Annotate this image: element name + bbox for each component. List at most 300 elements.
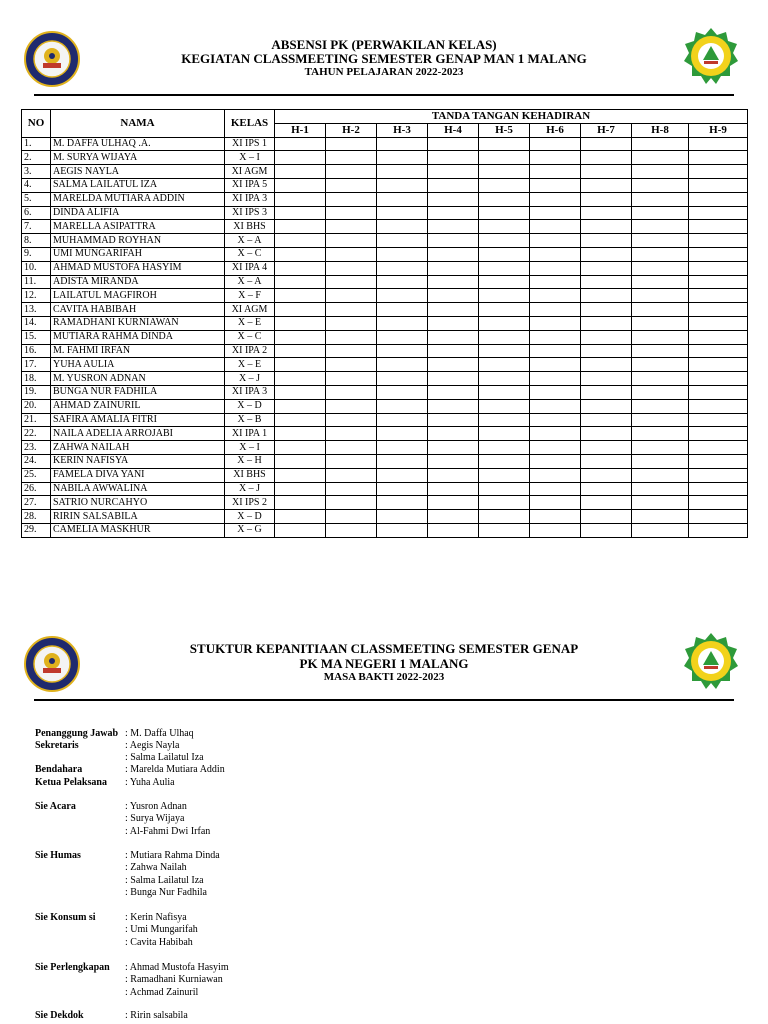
- signature-cell[interactable]: [581, 330, 632, 344]
- signature-cell[interactable]: [530, 289, 581, 303]
- signature-cell[interactable]: [581, 192, 632, 206]
- signature-cell[interactable]: [326, 468, 377, 482]
- signature-cell[interactable]: [428, 344, 479, 358]
- signature-cell[interactable]: [326, 441, 377, 455]
- signature-cell[interactable]: [632, 523, 689, 537]
- signature-cell[interactable]: [377, 427, 428, 441]
- signature-cell[interactable]: [326, 220, 377, 234]
- signature-cell[interactable]: [275, 275, 326, 289]
- signature-cell[interactable]: [275, 427, 326, 441]
- signature-cell[interactable]: [326, 510, 377, 524]
- signature-cell[interactable]: [581, 261, 632, 275]
- cell-kelas: X – I: [225, 151, 275, 165]
- signature-cell[interactable]: [689, 234, 748, 248]
- table-row: [22, 261, 748, 275]
- signature-cell[interactable]: [581, 220, 632, 234]
- signature-cell[interactable]: [581, 151, 632, 165]
- signature-cell[interactable]: [689, 275, 748, 289]
- signature-cell[interactable]: [530, 399, 581, 413]
- table-row: [22, 413, 748, 427]
- signature-cell[interactable]: [479, 385, 530, 399]
- signature-cell[interactable]: [581, 496, 632, 510]
- signature-cell[interactable]: [530, 330, 581, 344]
- signature-cell[interactable]: [530, 261, 581, 275]
- signature-cell[interactable]: [275, 372, 326, 386]
- signature-cell[interactable]: [530, 441, 581, 455]
- signature-cell[interactable]: [479, 192, 530, 206]
- signature-cell[interactable]: [377, 247, 428, 261]
- signature-cell[interactable]: [530, 482, 581, 496]
- signature-cell[interactable]: [689, 303, 748, 317]
- signature-cell[interactable]: [428, 234, 479, 248]
- col-header-day: H-5: [479, 123, 530, 137]
- signature-cell[interactable]: [479, 151, 530, 165]
- signature-cell[interactable]: [326, 151, 377, 165]
- signature-cell[interactable]: [632, 192, 689, 206]
- signature-cell[interactable]: [581, 275, 632, 289]
- role-member: : Mutiara Rahma Dinda: [125, 850, 220, 861]
- signature-cell[interactable]: [689, 510, 748, 524]
- signature-cell[interactable]: [479, 206, 530, 220]
- signature-cell[interactable]: [581, 289, 632, 303]
- signature-cell[interactable]: [479, 413, 530, 427]
- signature-cell[interactable]: [428, 330, 479, 344]
- signature-cell[interactable]: [689, 523, 748, 537]
- signature-cell[interactable]: [479, 523, 530, 537]
- signature-cell[interactable]: [275, 523, 326, 537]
- cell-kelas: XI AGM: [225, 303, 275, 317]
- signature-cell[interactable]: [530, 192, 581, 206]
- signature-cell[interactable]: [275, 303, 326, 317]
- signature-cell[interactable]: [275, 206, 326, 220]
- signature-cell[interactable]: [275, 344, 326, 358]
- signature-cell[interactable]: [632, 220, 689, 234]
- signature-cell[interactable]: [581, 137, 632, 151]
- signature-cell[interactable]: [275, 454, 326, 468]
- signature-cell[interactable]: [581, 482, 632, 496]
- signature-cell[interactable]: [530, 413, 581, 427]
- signature-cell[interactable]: [581, 385, 632, 399]
- cell-nama: MUTIARA RAHMA DINDA: [51, 330, 225, 344]
- cell-nama: BUNGA NUR FADHILA: [51, 385, 225, 399]
- signature-cell[interactable]: [428, 303, 479, 317]
- signature-cell[interactable]: [326, 496, 377, 510]
- signature-cell[interactable]: [428, 289, 479, 303]
- signature-cell[interactable]: [632, 427, 689, 441]
- col-header-day: H-7: [581, 123, 632, 137]
- signature-cell[interactable]: [632, 358, 689, 372]
- signature-cell[interactable]: [581, 165, 632, 179]
- signature-cell[interactable]: [428, 413, 479, 427]
- signature-cell[interactable]: [479, 247, 530, 261]
- signature-cell[interactable]: [689, 372, 748, 386]
- signature-cell[interactable]: [275, 178, 326, 192]
- signature-cell[interactable]: [689, 385, 748, 399]
- signature-cell[interactable]: [428, 137, 479, 151]
- signature-cell[interactable]: [326, 234, 377, 248]
- signature-cell[interactable]: [275, 261, 326, 275]
- signature-cell[interactable]: [581, 510, 632, 524]
- signature-cell[interactable]: [428, 275, 479, 289]
- signature-cell[interactable]: [428, 510, 479, 524]
- signature-cell[interactable]: [275, 316, 326, 330]
- signature-cell[interactable]: [377, 275, 428, 289]
- signature-cell[interactable]: [689, 165, 748, 179]
- signature-cell[interactable]: [632, 261, 689, 275]
- signature-cell[interactable]: [581, 247, 632, 261]
- signature-cell[interactable]: [326, 482, 377, 496]
- signature-cell[interactable]: [689, 344, 748, 358]
- signature-cell[interactable]: [275, 441, 326, 455]
- signature-cell[interactable]: [326, 247, 377, 261]
- signature-cell[interactable]: [479, 330, 530, 344]
- signature-cell[interactable]: [581, 344, 632, 358]
- signature-cell[interactable]: [428, 192, 479, 206]
- signature-cell[interactable]: [377, 399, 428, 413]
- signature-cell[interactable]: [530, 220, 581, 234]
- signature-cell[interactable]: [377, 316, 428, 330]
- signature-cell[interactable]: [479, 427, 530, 441]
- table-row: [22, 234, 748, 248]
- signature-cell[interactable]: [530, 523, 581, 537]
- signature-cell[interactable]: [632, 275, 689, 289]
- signature-cell[interactable]: [326, 275, 377, 289]
- signature-cell[interactable]: [632, 206, 689, 220]
- signature-cell[interactable]: [530, 165, 581, 179]
- signature-cell[interactable]: [581, 468, 632, 482]
- signature-cell[interactable]: [689, 220, 748, 234]
- cell-kelas: X – F: [225, 289, 275, 303]
- signature-cell[interactable]: [326, 358, 377, 372]
- signature-cell[interactable]: [479, 372, 530, 386]
- signature-cell[interactable]: [326, 372, 377, 386]
- signature-cell[interactable]: [377, 330, 428, 344]
- signature-cell[interactable]: [326, 399, 377, 413]
- signature-cell[interactable]: [632, 289, 689, 303]
- signature-cell[interactable]: [689, 192, 748, 206]
- signature-cell[interactable]: [479, 441, 530, 455]
- cell-kelas: X – A: [225, 234, 275, 248]
- signature-cell[interactable]: [632, 399, 689, 413]
- signature-cell[interactable]: [428, 220, 479, 234]
- signature-cell[interactable]: [689, 427, 748, 441]
- role-label: Penanggung Jawab: [35, 728, 119, 739]
- signature-cell[interactable]: [428, 178, 479, 192]
- signature-cell[interactable]: [632, 234, 689, 248]
- signature-cell[interactable]: [428, 482, 479, 496]
- signature-cell[interactable]: [689, 441, 748, 455]
- signature-cell[interactable]: [632, 482, 689, 496]
- signature-cell[interactable]: [689, 247, 748, 261]
- role-label: Sie Dekdok: [35, 1010, 84, 1021]
- signature-cell[interactable]: [632, 330, 689, 344]
- signature-cell[interactable]: [377, 303, 428, 317]
- signature-cell[interactable]: [632, 151, 689, 165]
- signature-cell[interactable]: [428, 261, 479, 275]
- signature-cell[interactable]: [428, 316, 479, 330]
- signature-cell[interactable]: [581, 523, 632, 537]
- signature-cell[interactable]: [479, 482, 530, 496]
- signature-cell[interactable]: [377, 206, 428, 220]
- signature-cell[interactable]: [530, 468, 581, 482]
- signature-cell[interactable]: [581, 454, 632, 468]
- signature-cell[interactable]: [377, 482, 428, 496]
- signature-cell[interactable]: [530, 496, 581, 510]
- signature-cell[interactable]: [581, 178, 632, 192]
- signature-cell[interactable]: [632, 344, 689, 358]
- table-row: [22, 289, 748, 303]
- table-row: [22, 468, 748, 482]
- signature-cell[interactable]: [326, 165, 377, 179]
- signature-cell[interactable]: [377, 192, 428, 206]
- signature-cell[interactable]: [530, 427, 581, 441]
- signature-cell[interactable]: [377, 372, 428, 386]
- signature-cell[interactable]: [428, 247, 479, 261]
- role-member: : Bunga Nur Fadhila: [125, 886, 207, 898]
- signature-cell[interactable]: [581, 427, 632, 441]
- signature-cell[interactable]: [275, 165, 326, 179]
- signature-cell[interactable]: [632, 510, 689, 524]
- signature-cell[interactable]: [632, 165, 689, 179]
- signature-cell[interactable]: [530, 385, 581, 399]
- signature-cell[interactable]: [428, 206, 479, 220]
- cell-no: 26.: [22, 482, 51, 496]
- signature-cell[interactable]: [428, 427, 479, 441]
- signature-cell[interactable]: [479, 289, 530, 303]
- signature-cell[interactable]: [326, 330, 377, 344]
- signature-cell[interactable]: [428, 372, 479, 386]
- signature-cell[interactable]: [275, 413, 326, 427]
- structure-title-line1: STUKTUR KEPANITIAAN CLASSMEETING SEMESTER GENAP: [189, 641, 579, 656]
- signature-cell[interactable]: [275, 468, 326, 482]
- signature-cell[interactable]: [275, 151, 326, 165]
- cell-no: 1.: [22, 137, 51, 151]
- signature-cell[interactable]: [530, 137, 581, 151]
- cell-no: 18.: [22, 372, 51, 386]
- signature-cell[interactable]: [530, 275, 581, 289]
- signature-cell[interactable]: [632, 468, 689, 482]
- signature-cell[interactable]: [530, 247, 581, 261]
- signature-cell[interactable]: [479, 358, 530, 372]
- signature-cell[interactable]: [530, 151, 581, 165]
- signature-cell[interactable]: [275, 137, 326, 151]
- signature-cell[interactable]: [689, 261, 748, 275]
- signature-cell[interactable]: [689, 137, 748, 151]
- signature-cell[interactable]: [428, 165, 479, 179]
- col-header-no: NO: [22, 110, 51, 138]
- signature-cell[interactable]: [275, 289, 326, 303]
- signature-cell[interactable]: [632, 385, 689, 399]
- signature-cell[interactable]: [377, 344, 428, 358]
- signature-cell[interactable]: [377, 137, 428, 151]
- signature-cell[interactable]: [428, 468, 479, 482]
- signature-cell[interactable]: [530, 303, 581, 317]
- signature-cell[interactable]: [377, 496, 428, 510]
- signature-cell[interactable]: [479, 303, 530, 317]
- signature-cell[interactable]: [581, 372, 632, 386]
- cell-no: 4.: [22, 178, 51, 192]
- cell-no: 29.: [22, 523, 51, 537]
- signature-cell[interactable]: [689, 454, 748, 468]
- signature-cell[interactable]: [689, 178, 748, 192]
- role-member: : Achmad Zainuril: [125, 986, 199, 998]
- signature-cell[interactable]: [377, 289, 428, 303]
- signature-cell[interactable]: [428, 441, 479, 455]
- signature-cell[interactable]: [689, 151, 748, 165]
- signature-cell[interactable]: [632, 137, 689, 151]
- signature-cell[interactable]: [275, 399, 326, 413]
- signature-cell[interactable]: [479, 496, 530, 510]
- signature-cell[interactable]: [530, 454, 581, 468]
- signature-cell[interactable]: [377, 413, 428, 427]
- signature-cell[interactable]: [530, 316, 581, 330]
- cell-no: 23.: [22, 441, 51, 455]
- signature-cell[interactable]: [326, 303, 377, 317]
- signature-cell[interactable]: [632, 303, 689, 317]
- cell-nama: M. SURYA WIJAYA: [51, 151, 225, 165]
- signature-cell[interactable]: [479, 454, 530, 468]
- signature-cell[interactable]: [326, 316, 377, 330]
- table-row: [22, 178, 748, 192]
- table-row: [22, 441, 748, 455]
- role-member: : Yuha Aulia: [125, 777, 175, 788]
- signature-cell[interactable]: [428, 399, 479, 413]
- signature-cell[interactable]: [479, 468, 530, 482]
- cell-nama: AHMAD ZAINURIL: [51, 399, 225, 413]
- signature-cell[interactable]: [689, 330, 748, 344]
- signature-cell[interactable]: [581, 316, 632, 330]
- signature-cell[interactable]: [689, 206, 748, 220]
- signature-cell[interactable]: [632, 372, 689, 386]
- signature-cell[interactable]: [377, 523, 428, 537]
- signature-cell[interactable]: [428, 454, 479, 468]
- signature-cell[interactable]: [689, 316, 748, 330]
- signature-cell[interactable]: [479, 275, 530, 289]
- signature-cell[interactable]: [428, 385, 479, 399]
- signature-cell[interactable]: [275, 220, 326, 234]
- signature-cell[interactable]: [530, 206, 581, 220]
- signature-cell[interactable]: [377, 261, 428, 275]
- signature-cell[interactable]: [326, 261, 377, 275]
- signature-cell[interactable]: [275, 192, 326, 206]
- signature-cell[interactable]: [326, 289, 377, 303]
- signature-cell[interactable]: [530, 344, 581, 358]
- signature-cell[interactable]: [632, 247, 689, 261]
- signature-cell[interactable]: [377, 385, 428, 399]
- signature-cell[interactable]: [581, 358, 632, 372]
- signature-cell[interactable]: [326, 385, 377, 399]
- signature-cell[interactable]: [689, 496, 748, 510]
- signature-cell[interactable]: [275, 247, 326, 261]
- signature-cell[interactable]: [479, 137, 530, 151]
- signature-cell[interactable]: [479, 220, 530, 234]
- signature-cell[interactable]: [326, 454, 377, 468]
- signature-cell[interactable]: [581, 234, 632, 248]
- role-label: Sie Humas: [35, 850, 81, 861]
- signature-cell[interactable]: [377, 468, 428, 482]
- signature-cell[interactable]: [377, 510, 428, 524]
- signature-cell[interactable]: [326, 427, 377, 441]
- signature-cell[interactable]: [530, 358, 581, 372]
- signature-cell[interactable]: [377, 178, 428, 192]
- signature-cell[interactable]: [581, 303, 632, 317]
- table-row: [22, 165, 748, 179]
- signature-cell[interactable]: [479, 344, 530, 358]
- signature-cell[interactable]: [275, 330, 326, 344]
- cell-nama: MUHAMMAD ROYHAN: [51, 234, 225, 248]
- signature-cell[interactable]: [377, 165, 428, 179]
- signature-cell[interactable]: [632, 413, 689, 427]
- signature-cell[interactable]: [326, 344, 377, 358]
- signature-cell[interactable]: [377, 441, 428, 455]
- signature-cell[interactable]: [689, 358, 748, 372]
- signature-cell[interactable]: [581, 441, 632, 455]
- signature-cell[interactable]: [326, 523, 377, 537]
- cell-nama: M. DAFFA ULHAQ .A.: [51, 137, 225, 151]
- signature-cell[interactable]: [377, 220, 428, 234]
- attendance-table: [21, 109, 748, 538]
- signature-cell[interactable]: [479, 316, 530, 330]
- signature-cell[interactable]: [479, 165, 530, 179]
- signature-cell[interactable]: [632, 454, 689, 468]
- signature-cell[interactable]: [689, 413, 748, 427]
- signature-cell[interactable]: [632, 441, 689, 455]
- signature-cell[interactable]: [326, 178, 377, 192]
- signature-cell[interactable]: [689, 468, 748, 482]
- signature-cell[interactable]: [581, 399, 632, 413]
- signature-cell[interactable]: [632, 496, 689, 510]
- signature-cell[interactable]: [428, 523, 479, 537]
- signature-cell[interactable]: [689, 482, 748, 496]
- cell-kelas: X – A: [225, 275, 275, 289]
- signature-cell[interactable]: [689, 399, 748, 413]
- signature-cell[interactable]: [377, 151, 428, 165]
- signature-cell[interactable]: [581, 206, 632, 220]
- signature-cell[interactable]: [530, 234, 581, 248]
- signature-cell[interactable]: [530, 510, 581, 524]
- signature-cell[interactable]: [632, 316, 689, 330]
- signature-cell[interactable]: [275, 496, 326, 510]
- signature-cell[interactable]: [581, 413, 632, 427]
- signature-cell[interactable]: [275, 482, 326, 496]
- signature-cell[interactable]: [326, 413, 377, 427]
- signature-cell[interactable]: [479, 178, 530, 192]
- cell-kelas: X – G: [225, 523, 275, 537]
- signature-cell[interactable]: [479, 234, 530, 248]
- signature-cell[interactable]: [275, 385, 326, 399]
- signature-cell[interactable]: [275, 358, 326, 372]
- signature-cell[interactable]: [377, 234, 428, 248]
- signature-cell[interactable]: [689, 289, 748, 303]
- cell-no: 17.: [22, 358, 51, 372]
- signature-cell[interactable]: [428, 496, 479, 510]
- signature-cell[interactable]: [275, 510, 326, 524]
- signature-cell[interactable]: [326, 137, 377, 151]
- signature-cell[interactable]: [530, 372, 581, 386]
- signature-cell[interactable]: [530, 178, 581, 192]
- signature-cell[interactable]: [479, 261, 530, 275]
- signature-cell[interactable]: [479, 510, 530, 524]
- signature-cell[interactable]: [377, 454, 428, 468]
- signature-cell[interactable]: [275, 234, 326, 248]
- signature-cell[interactable]: [326, 192, 377, 206]
- signature-cell[interactable]: [632, 178, 689, 192]
- signature-cell[interactable]: [326, 206, 377, 220]
- signature-cell[interactable]: [377, 358, 428, 372]
- signature-cell[interactable]: [428, 358, 479, 372]
- signature-cell[interactable]: [479, 399, 530, 413]
- signature-cell[interactable]: [428, 151, 479, 165]
